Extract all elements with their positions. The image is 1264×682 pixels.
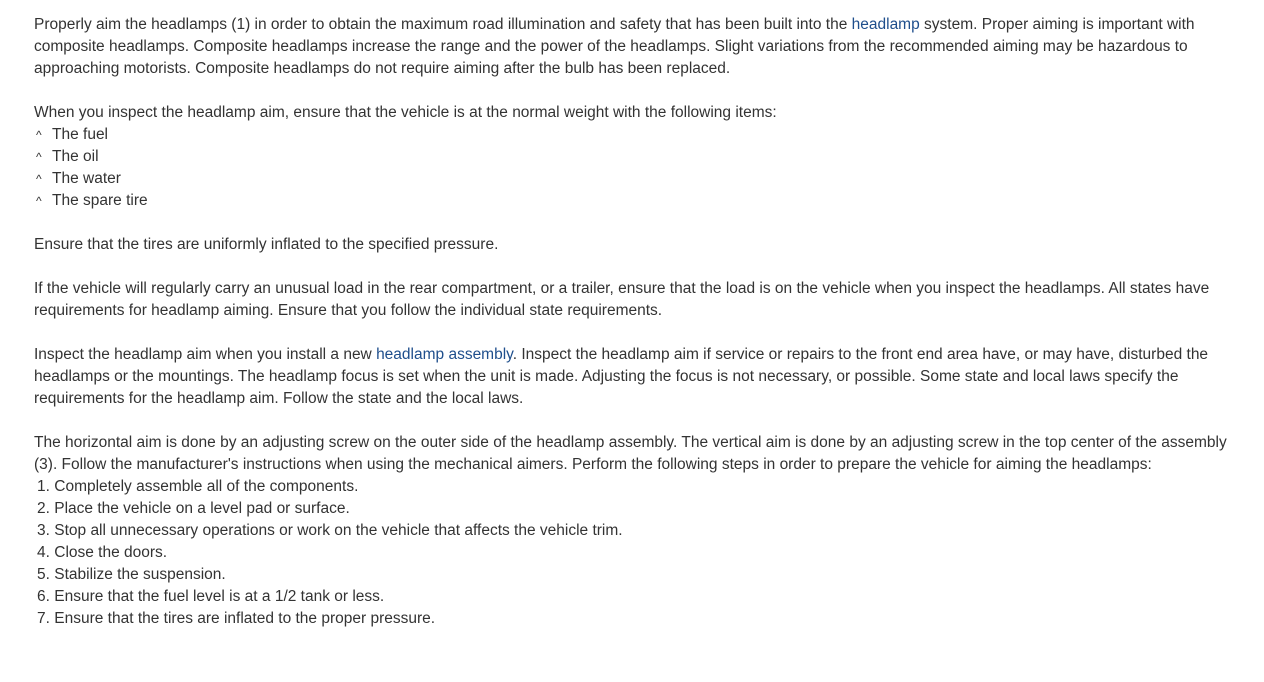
step-text: Ensure that the fuel level is at a 1/2 tank or less.: [54, 588, 385, 605]
tire-pressure-paragraph: Ensure that the tires are uniformly inflated to the specified pressure.: [34, 236, 499, 253]
step-item: [34, 498, 1249, 520]
step-number: 1.: [37, 478, 50, 495]
list-item: [34, 146, 1249, 168]
headlamp-link[interactable]: headlamp: [851, 16, 920, 33]
step-number: 2.: [37, 500, 50, 517]
step-item: [34, 476, 1249, 498]
caret-bullet-icon: ^: [36, 150, 42, 164]
weight-intro-text: When you inspect the headlamp aim, ensure that the vehicle is at the normal weight with the following items:: [34, 104, 777, 121]
caret-bullet-icon: ^: [36, 128, 42, 142]
weight-section: [34, 102, 1249, 212]
weight-items-list: [34, 124, 1249, 212]
step-number: 7.: [37, 610, 50, 627]
caret-bullet-icon: ^: [36, 172, 42, 186]
step-number: 6.: [37, 588, 50, 605]
step-item: [34, 586, 1249, 608]
step-text: Ensure that the tires are inflated to the proper pressure.: [54, 610, 436, 627]
caret-bullet-icon: ^: [36, 194, 42, 208]
list-item-text: The fuel: [52, 126, 109, 143]
aiming-section: [34, 432, 1249, 630]
step-text: Stabilize the suspension.: [54, 566, 226, 583]
step-number: 3.: [37, 522, 50, 539]
list-item-text: The water: [52, 170, 121, 187]
intro-text-start: Properly aim the headlamps (1) in order to obtain the maximum road illumination and safety that has been built into the: [34, 16, 852, 33]
step-text: Place the vehicle on a level pad or surface.: [54, 500, 350, 517]
step-item: [34, 542, 1249, 564]
step-number: 5.: [37, 566, 50, 583]
list-item: [34, 124, 1249, 146]
headlamp-assembly-link[interactable]: headlamp assembly: [376, 346, 513, 363]
preparation-steps-list: [34, 476, 1249, 630]
document-body: [34, 14, 1249, 652]
step-number: 4.: [37, 544, 50, 561]
inspect-aim-paragraph: [34, 344, 1249, 410]
list-item: [34, 190, 1249, 212]
step-item: [34, 520, 1249, 542]
step-text: Close the doors.: [54, 544, 168, 561]
load-paragraph: If the vehicle will regularly carry an unusual load in the rear compartment, or a trailer, ensure that the load is on the vehicle when you inspect the headlamps. All states have requirements for headlamp aiming. Ensure that you follow the individual state requirements.: [34, 280, 1210, 319]
list-item-text: The oil: [52, 148, 99, 165]
step-item: [34, 564, 1249, 586]
list-item: [34, 168, 1249, 190]
intro-paragraph: [34, 14, 1249, 80]
step-item: [34, 608, 1249, 630]
step-text: Completely assemble all of the components.: [54, 478, 359, 495]
inspect-text-end: . Inspect the headlamp aim if service or repairs to the front end area have, or may have, disturbed the headlamps or the mountings. The headlamp focus is set when the unit is made. Adjusting the focus is not necessary, or possible. Some state and local laws specify the requirements for the headlamp aim. Follow the state and the local laws.: [34, 346, 1209, 407]
list-item-text: The spare tire: [52, 192, 148, 209]
aiming-paragraph: The horizontal aim is done by an adjusting screw on the outer side of the headlamp assembly. The vertical aim is done by an adjusting screw in the top center of the assembly (3). Follow the manufacturer's instructions when using the mechanical aimers. Perform the following steps in order to prepare the vehicle for aiming the headlamps:: [34, 434, 1227, 473]
intro-text-end: system. Proper aiming is important with composite headlamps. Composite headlamps increase the range and the power of the headlamps. Slight variations from the recommended aiming may be hazardous to approaching motorists. Composite headlamps do not require aiming after the bulb has been replaced.: [34, 16, 1195, 77]
step-text: Stop all unnecessary operations or work on the vehicle that affects the vehicle trim.: [54, 522, 623, 539]
inspect-text-start: Inspect the headlamp aim when you install a new: [34, 346, 377, 363]
